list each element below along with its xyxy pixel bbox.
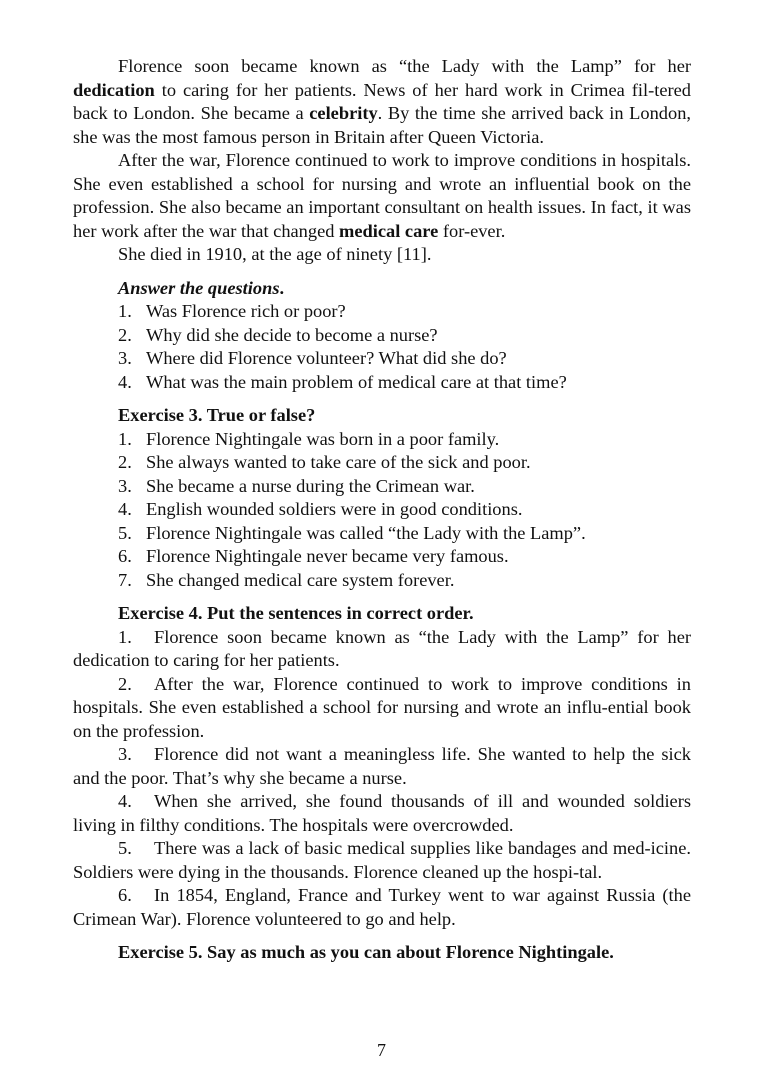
text-run: After the war, Florence continued to work to improve conditions in hospitals. She even established a school for nursing and wrote an influential book on the profession. She also became an important consultant on health issues. In fact, it was her work after the war that changed [73, 150, 691, 241]
item-text: In 1854, England, France and Turkey went to war against Russia (the Crimean War). Florence volunteered to go and help. [73, 885, 691, 929]
item-number: 5. [118, 838, 132, 858]
bold-term-medical-care: medical care [339, 220, 439, 241]
text-run: for-ever. [438, 220, 506, 241]
item-text: She always wanted to take care of the sick and poor. [146, 452, 531, 472]
exercise-3-list [73, 428, 691, 593]
item-number: 1. [118, 626, 132, 647]
item-number: 6. [118, 885, 132, 905]
item-number: 1. [118, 301, 132, 321]
list-item [73, 451, 691, 475]
item-text: When she arrived, she found thousands of ill and wounded soldiers living in filthy conditions. The hospitals were overcrowded. [73, 791, 691, 835]
item-number: 3. [118, 475, 132, 496]
list-item [73, 300, 691, 324]
questions-heading [73, 277, 691, 301]
item-text: Was Florence rich or poor? [146, 301, 346, 321]
item-number: 4. [118, 499, 132, 519]
list-item [73, 324, 691, 348]
text-run: to caring for her patients. News of her hard work in Crimea fil-tered back to London. She became a [73, 79, 691, 123]
paragraph-after-war [73, 149, 691, 243]
list-item [73, 569, 691, 593]
document-page [73, 55, 691, 965]
list-item [73, 371, 691, 395]
list-item [73, 545, 691, 569]
exercise-4-heading: Exercise 4. Put the sentences in correct order. [118, 603, 474, 623]
item-number: 4. [118, 791, 132, 811]
item-text: Florence Nightingale was called “the Lady with the Lamp”. [146, 522, 586, 543]
item-number: 6. [118, 546, 132, 566]
list-item [73, 790, 691, 837]
paragraph-lady-with-lamp [73, 55, 691, 149]
bold-term-dedication: dedication [73, 79, 155, 100]
item-number: 1. [118, 428, 132, 449]
questions-heading-text: Answer the questions [118, 277, 280, 298]
item-number: 2. [118, 324, 132, 345]
item-text: After the war, Florence continued to work to improve conditions in hospitals. She even established a school for nursing and wrote an influ-ential book on the profession. [73, 673, 691, 741]
item-number: 4. [118, 371, 132, 392]
list-item [73, 475, 691, 499]
exercise-3-heading: Exercise 3. True or false? [118, 405, 316, 425]
exercise-4-list [73, 626, 691, 932]
questions-heading-period: . [279, 277, 285, 298]
item-text: English wounded soldiers were in good conditions. [146, 499, 523, 519]
questions-list [73, 300, 691, 394]
list-item [73, 428, 691, 452]
item-number: 2. [118, 673, 132, 694]
list-item [73, 837, 691, 884]
list-item [73, 347, 691, 371]
bold-term-celebrity: celebrity [309, 103, 378, 123]
item-text: Florence soon became known as “the Lady with the Lamp” for her dedication to caring for her patients. [73, 626, 691, 670]
list-item [73, 626, 691, 673]
list-item [73, 743, 691, 790]
item-number: 2. [118, 452, 132, 472]
item-text: There was a lack of basic medical supplies like bandages and med-icine. Soldiers were dying in the thousands. Florence cleaned up the hospi-tal. [73, 838, 691, 882]
item-text: Why did she decide to become a nurse? [146, 324, 438, 345]
list-item [73, 522, 691, 546]
item-number: 3. [118, 348, 132, 368]
list-item [73, 884, 691, 931]
item-text: Florence Nightingale never became very famous. [146, 546, 509, 566]
text-run: . By the time she arrived back in London, she was the most famous person in Britain after Queen Victoria. [73, 103, 691, 147]
paragraph-death: She died in 1910, at the age of ninety [11]. [118, 244, 432, 264]
page-number: 7 [377, 1040, 386, 1060]
item-text: She changed medical care system forever. [146, 569, 455, 590]
item-text: Florence Nightingale was born in a poor family. [146, 428, 500, 449]
text-run: Florence soon became known as “the Lady with the Lamp” for her [118, 56, 691, 76]
item-text: She became a nurse during the Crimean war. [146, 475, 475, 496]
item-number: 7. [118, 569, 132, 590]
list-item [73, 673, 691, 744]
item-number: 5. [118, 522, 132, 543]
item-text: Florence did not want a meaningless life. She wanted to help the sick and the poor. That’s why she became a nurse. [73, 744, 691, 788]
item-text: Where did Florence volunteer? What did she do? [146, 348, 507, 368]
exercise-5-heading: Exercise 5. Say as much as you can about Florence Nightingale. [118, 942, 614, 962]
list-item [73, 498, 691, 522]
item-number: 3. [118, 744, 132, 764]
item-text: What was the main problem of medical care at that time? [146, 371, 567, 392]
